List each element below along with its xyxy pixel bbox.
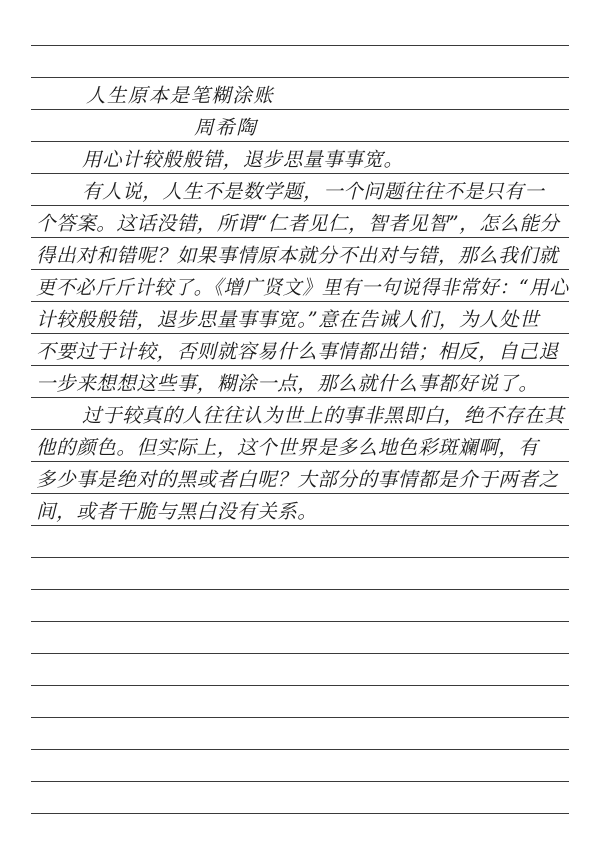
ruled-line [31, 301, 569, 302]
ruled-line [31, 525, 569, 526]
text-line: 更不必斤斤计较了。《增广贤文》里有一句说得非常好：“用心 [36, 276, 569, 299]
ruled-line [31, 397, 569, 398]
ruled-line [31, 621, 569, 622]
ruled-line [31, 653, 569, 654]
ruled-line [31, 205, 569, 206]
text-line: 多少事是绝对的黑或者白呢？大部分的事情都是介于两者之 [36, 468, 559, 491]
ruled-line [31, 749, 569, 750]
text-line: 不要过于计较，否则就容易什么事情都出错；相反，自己退 [36, 340, 559, 363]
ruled-line [31, 461, 569, 462]
ruled-line [31, 333, 569, 334]
ruled-line [31, 109, 569, 110]
text-line: 个答案。这话没错，所谓“仁者见仁，智者见智”，怎么能分 [36, 212, 560, 235]
text-line: 过于较真的人往往认为世上的事非黑即白，绝不存在其 [82, 404, 565, 427]
text-line: 用心计较般般错，退步思量事事宽。 [82, 148, 404, 171]
text-line: 一步来想想这些事，糊涂一点，那么就什么事都好说了。 [36, 372, 539, 395]
ruled-line [31, 781, 569, 782]
text-line: 他的颜色。但实际上，这个世界是多么地色彩斑斓啊，有 [36, 436, 539, 459]
text-line: 间，或者干脆与黑白没有关系。 [36, 500, 318, 523]
ruled-line [31, 77, 569, 78]
ruled-line [31, 493, 569, 494]
ruled-line [31, 173, 569, 174]
ruled-line [31, 269, 569, 270]
text-line: 计较般般错，退步思量事事宽。”意在告诫人们，为人处世 [36, 308, 540, 331]
ruled-line [31, 589, 569, 590]
text-line: 有人说，人生不是数学题，一个问题往往不是只有一 [82, 180, 545, 203]
text-line: 得出对和错呢？如果事情原本就分不出对与错，那么我们就 [36, 244, 559, 267]
ruled-line [31, 141, 569, 142]
document-author: 周希陶 [194, 116, 258, 139]
ruled-line [31, 813, 569, 814]
ruled-line [31, 717, 569, 718]
ruled-line [31, 685, 569, 686]
ruled-line [31, 429, 569, 430]
ruled-line [31, 45, 569, 46]
ruled-line [31, 557, 569, 558]
ruled-line [31, 365, 569, 366]
document-title: 人生原本是笔糊涂账 [86, 84, 275, 107]
ruled-line [31, 237, 569, 238]
